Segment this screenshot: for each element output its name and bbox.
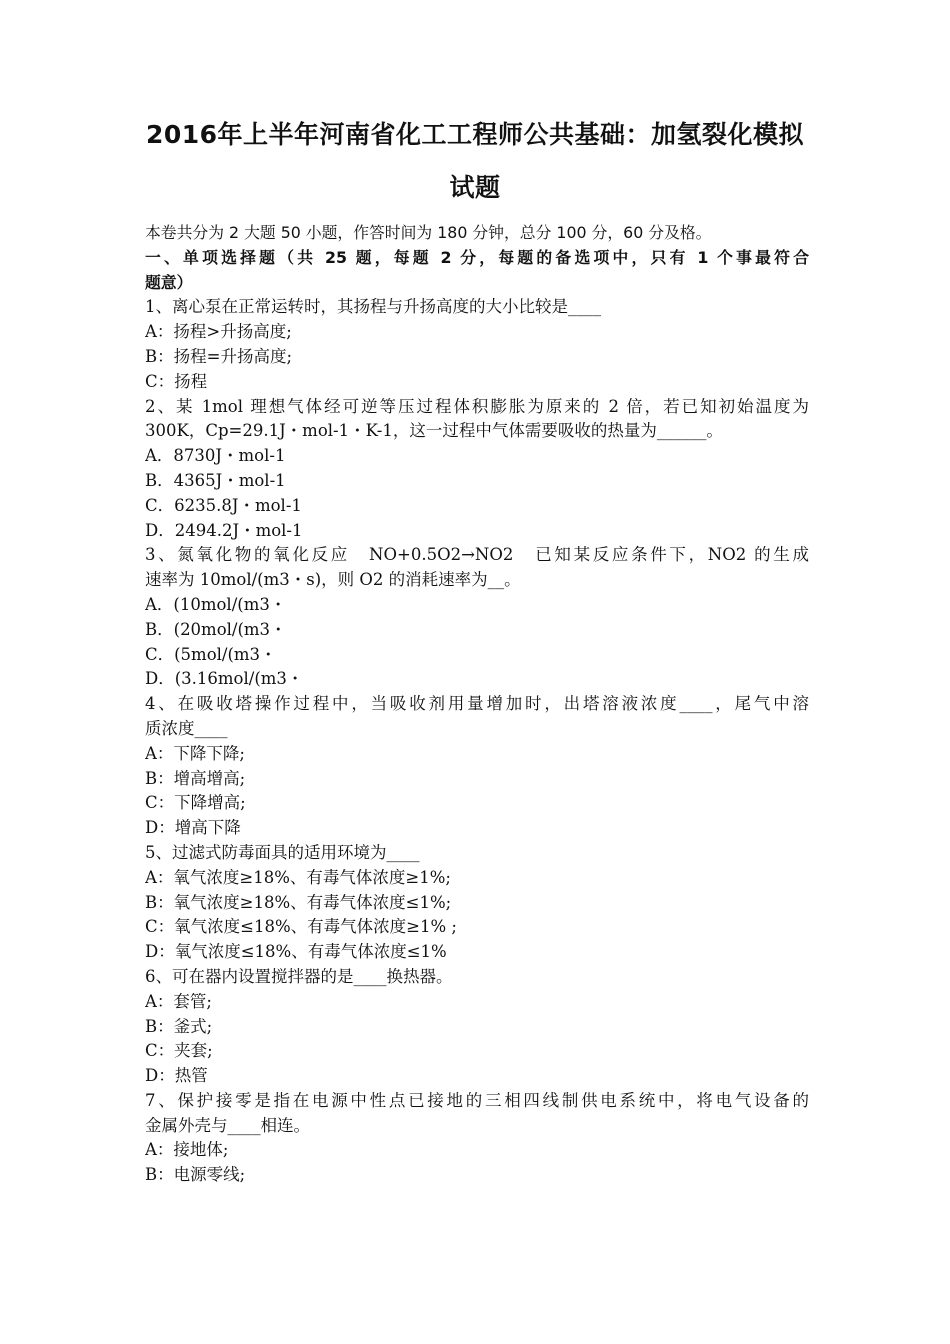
answer-option: C．6235.8J・mol-1 [145,495,302,515]
question-text: 300K，Cp=29.1J・mol-1・K-1，这一过程中气体需要吸收的热量为______。 [145,421,723,441]
answer-option: B．4365J・mol-1 [145,470,286,490]
exam-instructions: 本卷共分为 2 大题 50 小题，作答时间为 180 分钟，总分 100 分，60 分及格。 [145,223,712,242]
answer-option: D．(3.16mol/(m3・ [145,669,304,689]
answer-option: D．2494.2J・mol-1 [145,520,303,540]
question [145,965,809,1089]
question [145,395,809,544]
answer-option: B：增高增高; [145,768,246,788]
answer-option: A．8730J・mol-1 [145,446,286,466]
question [145,1089,809,1188]
answer-option: A．(10mol/(m3・ [145,594,287,614]
answer-option: C．(5mol/(m3・ [145,644,277,664]
document-title-line2: 试题 [449,173,501,202]
question-text: 金属外壳与____相连。 [145,1115,310,1135]
question [145,841,809,965]
question [145,692,809,841]
answer-option: A：下降下降; [145,743,245,763]
question-text: 速率为 10mol/(m3・s)，则 O2 的消耗速率为__。 [145,570,521,590]
answer-option: D：氧气浓度≤18%、有毒气体浓度≤1% [145,942,447,962]
answer-option: C：夹套; [145,1041,213,1061]
question-text: 4、在吸收塔操作过程中，当吸收剂用量增加时，出塔溶液浓度____，尾气中溶 [145,694,809,714]
question [145,543,809,692]
answer-option: A：接地体; [145,1140,229,1160]
answer-option: C：扬程 [145,371,208,391]
answer-option: A：扬程>升扬高度; [145,322,292,342]
answer-option: B．(20mol/(m3・ [145,619,287,639]
answer-option: B：电源零线; [145,1165,246,1185]
section-heading-line2: 题意） [145,272,193,292]
document-title-line1: 2016年上半年河南省化工工程师公共基础：加氢裂化模拟 [145,120,805,149]
answer-option: B：氧气浓度≥18%、有毒气体浓度≤1%; [145,892,452,912]
document-body [145,221,809,1188]
answer-option: A：套管; [145,991,212,1011]
question-text: 5、过滤式防毒面具的适用环境为____ [145,842,420,862]
answer-option: D：增高下降 [145,818,241,838]
question-text: 质浓度____ [145,718,228,738]
answer-option: C：下降增高; [145,793,246,813]
question-text: 7、保护接零是指在电源中性点已接地的三相四线制供电系统中，将电气设备的 [145,1090,809,1110]
answer-option: C：氧气浓度≤18%、有毒气体浓度≥1% ; [145,917,457,937]
section-heading-line1: 一、单项选择题（共 25 题，每题 2 分，每题的备选项中，只有 1 个事最符合 [145,247,809,267]
answer-option: B：扬程=升扬高度; [145,346,293,366]
answer-option: A：氧气浓度≥18%、有毒气体浓度≥1%; [145,867,451,887]
question-text: 6、可在器内设置搅拌器的是____换热器。 [145,966,453,986]
question-text: 1、离心泵在正常运转时，其扬程与升扬高度的大小比较是____ [145,297,601,317]
answer-option: D：热管 [145,1066,208,1086]
question-text: 2、某 1mol 理想气体经可逆等压过程体积膨胀为原来的 2 倍，若已知初始温度为 [145,396,809,416]
question-text: 3、氮氧化物的氧化反应 NO+0.5O2→NO2 已知某反应条件下，NO2 的生成 [145,545,809,565]
answer-option: B：釜式; [145,1016,213,1036]
question [145,295,809,394]
